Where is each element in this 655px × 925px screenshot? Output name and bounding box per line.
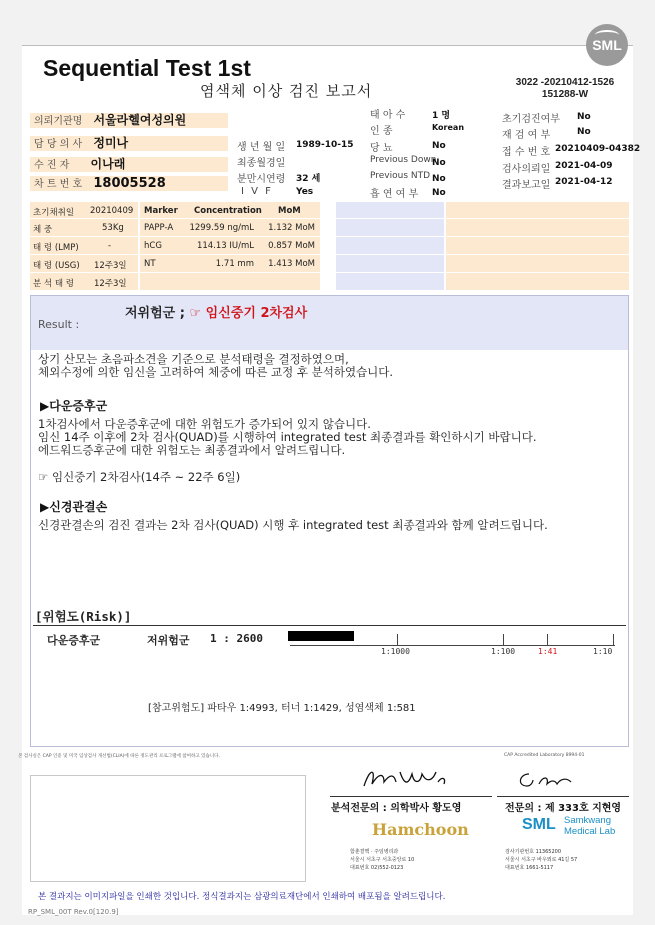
empty-blue-table <box>336 202 444 290</box>
report-date-label: 결과보고일 <box>502 180 551 191</box>
second-test-note: ☞ 임신중기 2차검사(14주 ~ 22주 6일) <box>38 470 241 484</box>
marker-mom: 1.413 MoM <box>268 259 315 269</box>
report-date-value: 2021-04-12 <box>555 177 613 187</box>
smoking-value: No <box>432 188 446 198</box>
cap-note: 본 검사실은 CAP 인증 및 미국 임상검사 개선법(CLIA)에 따른 정도관리 프로그램에 참여하고 있습니다. <box>18 754 220 759</box>
smoking-label: 흡 연 여 부 <box>370 189 419 200</box>
patient-name-row: 수 진 자 이나래 <box>30 157 228 172</box>
signature-2 <box>515 768 575 792</box>
dm-label: 당 뇨 <box>370 143 393 154</box>
paragraph-down-syndrome: 1차검사에서 다운증후군에 대한 위험도가 증가되어 있지 않습니다. 임신 14주 이후에 2차 검사(QUAD)를 시행하여 integrated test 최종결과를 확인하시기 바랍니다. 에드워드증후군에 대한 위험도는 최종결과에서 알려드립니다. <box>38 417 537 457</box>
marker-conc: 114.13 IU/mL <box>196 241 254 251</box>
result-header <box>31 296 628 350</box>
fetus-value: 1 명 <box>432 111 451 121</box>
risk-divider <box>33 625 626 626</box>
marker-name: hCG <box>144 241 162 251</box>
receipt-label: 접 수 번 호 <box>502 147 551 158</box>
dob-value: 1989-10-15 <box>296 140 354 150</box>
age-value: 32 세 <box>296 174 321 184</box>
signer-1: 분석전문의 : 의학박사 황도영 <box>331 803 462 814</box>
lab1-info: 함춘결핵 · 주임병리과 서울시 서초구 서초중앙로 10 대표번호 02)552-0123 <box>350 849 415 871</box>
request-date-value: 2021-04-09 <box>555 161 613 171</box>
retest-label: 재 검 여 부 <box>502 130 551 141</box>
empty-right-table <box>446 202 629 290</box>
cap-lab-number: CAP Accredited Laboratory 8994-01 <box>504 753 585 758</box>
risk-scale-tick <box>613 634 614 645</box>
marker-conc: 1.71 mm <box>215 259 254 269</box>
signature-1 <box>360 764 450 794</box>
marker-mom: 1.132 MoM <box>268 223 315 233</box>
mom-header: MoM <box>278 206 301 216</box>
lmp-label: 최종월경일 <box>237 158 286 169</box>
concentration-header: Concentration <box>194 206 262 216</box>
fetus-label: 태 아 수 <box>370 110 406 121</box>
prev-ntd-label: Previous NTD <box>370 171 431 181</box>
down-syndrome-heading: ▶다운증후군 <box>40 399 108 413</box>
risk-scale-tick <box>397 634 398 645</box>
risk-level: 저위험군 <box>147 634 190 647</box>
paragraph-ntd: 신경관결손의 검진 결과는 2차 검사(QUAD) 시행 후 integrated test 최종결과와 함께 알려드립니다. <box>38 518 548 532</box>
prev-down-value: No <box>432 158 446 168</box>
paragraph-intro: 상기 산모는 초음파소견을 기준으로 분석태령을 결정하였으며, 체외수정에 의한 임신을 고려하여 체중에 따른 교정 후 분석하였습니다. <box>38 352 394 379</box>
lab2-info: 검사기관번호 11365200 서울시 서초구 바우뫼로 41길 57 대표번호 1661-5117 <box>505 849 578 871</box>
hospital-value: 서울라헬여성의원 <box>93 113 187 127</box>
samkwang-name: Samkwang Medical Lab <box>564 815 616 837</box>
marker-table <box>140 202 320 290</box>
marker-name: PAPP-A <box>144 223 174 233</box>
report-subtitle: 염색체 이상 검진 보고서 <box>200 82 373 100</box>
risk-condition: 다운증후군 <box>47 634 101 647</box>
dm-value: No <box>432 141 446 151</box>
risk-bar <box>288 631 354 641</box>
risk-ratio: 1 : 2600 <box>210 632 263 645</box>
dob-label: 생 년 월 일 <box>237 142 286 153</box>
sml-logo: SML <box>586 24 628 66</box>
result-summary: 저위험군 ; ☞ 임신중기 2차검사 <box>125 306 308 321</box>
risk-scale-cutoff-label: 1:41 <box>538 647 558 656</box>
first-test-value: No <box>577 112 591 122</box>
retest-value: No <box>577 127 591 137</box>
signer-2: 전문의 : 제 333호 지현영 <box>505 803 622 814</box>
gestation-table: 초기채취일 20210409 체 중 53Kg 태 령 (LMP) - 태 령 (USG) 12주3일 분 석 태 령 12주3일 <box>30 202 138 290</box>
prev-ntd-value: No <box>432 174 446 184</box>
ntd-heading: ▶신경관결손 <box>40 500 108 514</box>
race-label: 인 종 <box>370 126 393 137</box>
risk-scale-label: 1:1000 <box>381 647 410 656</box>
samkwang-logo: SML <box>522 816 556 833</box>
risk-scale-label: 1:100 <box>491 647 516 656</box>
reference-risks: [참고위험도] 파타우 1:4993, 터너 1:1429, 성염색체 1:581 <box>148 703 416 714</box>
risk-scale-label: 1:10 <box>593 647 613 656</box>
print-notice: 본 결과지는 이미지파일을 인쇄한 것입니다. 정식결과지는 삼광의료재단에서 인쇄하여 배포됨을 알려드립니다. <box>38 892 446 902</box>
chart-number-row: 차 트 번 호 18005528 <box>30 176 228 191</box>
marker-header: Marker <box>144 206 178 216</box>
hospital-row: 의뢰기관명 서울라헬여성의원 <box>30 113 228 128</box>
comment-box <box>30 775 306 882</box>
hamchoon-logo: Hamchoon <box>372 820 469 839</box>
risk-scale-tick <box>547 634 548 645</box>
document-number: 3022 -20210412-1526 151288-W <box>515 77 615 100</box>
prev-down-label: Previous Down <box>370 155 437 165</box>
receipt-value: 20210409-04382 <box>555 144 641 154</box>
first-test-label: 초기검진여부 <box>502 114 560 125</box>
age-label: 분만시연령 <box>237 174 286 185</box>
marker-conc: 1299.59 ng/mL <box>189 223 254 233</box>
result-label: Result : <box>38 318 80 331</box>
risk-scale-axis <box>290 645 615 646</box>
report-title: Sequential Test 1st <box>43 55 251 81</box>
request-date-label: 검사의뢰일 <box>502 164 551 175</box>
marker-name: NT <box>144 259 156 269</box>
race-value: Korean <box>432 123 465 132</box>
form-version: RP_SML_00T Rev.0[120.9] <box>28 908 119 916</box>
ivf-label: I V F <box>241 186 273 197</box>
signature-line-2 <box>497 796 629 797</box>
marker-mom: 0.857 MoM <box>268 241 315 251</box>
risk-title: [위험도(Risk)] <box>35 609 132 624</box>
signature-line-1 <box>330 796 492 797</box>
doctor-row: 담 당 의 사 정미나 <box>30 136 228 151</box>
risk-scale-tick <box>503 634 504 645</box>
ivf-value: Yes <box>296 187 314 197</box>
